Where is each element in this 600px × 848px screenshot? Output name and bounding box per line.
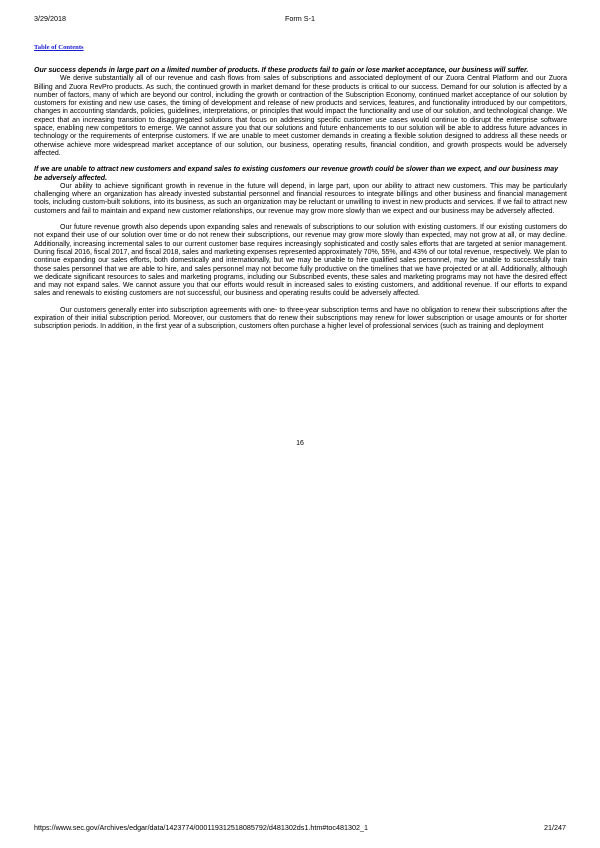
footer-page-count: 21/247 (544, 823, 566, 832)
page-number: 16 (296, 440, 304, 447)
paragraph-revenue-growth: Our future revenue growth also depends upon expanding sales and renewals of subscriptions to our solution with existing customers. If our existing customers do not expand their use of our solution over time or do not renew their subscriptions, our revenue may grow more slowly than expected, may not grow at all, or may decline. Additionally, increasing incremental sales to our current customer base requires increasingly sophisticated and costly sales efforts that are targeted at senior management. During fiscal 2016, fiscal 2017, and fiscal 2018, sales and marketing expenses represented approximately 70%, 55%, and 43% of our total revenue, respectively. We plan to continue expanding our sales efforts, both domestically and internationally, but we may be unable to hire qualified sales personnel, may be unable to successfully train those sales personnel that we are able to hire, and sales personnel may not become fully productive on the timelines that we have projected or at all. Additionally, although we dedicate significant resources to sales and marketing programs, including our Subscribed events, these sales and marketing programs may not have the desired effect and may not expand sales. We cannot assure you that our efforts would result in increased sales to existing customers, and additional revenue. If our efforts to expand sales and renewals to existing customers are not successful, our business and operating results could be adversely affected. (34, 224, 567, 298)
header-form-title: Form S-1 (285, 14, 315, 23)
footer-url: https://www.sec.gov/Archives/edgar/data/1423774/000119312518085792/d481302ds1.htm#toc481302_1 (34, 823, 368, 832)
document-body (34, 67, 567, 332)
paragraph-subscription-terms: Our customers generally enter into subscription agreements with one- to three-year subscription terms and have no obligation to renew their subscriptions after the expiration of their initial subscription period. Moreover, our customers that do renew their subscriptions may renew for lower subscription or usage amounts or for shorter subscription periods. In addition, in the first year of a subscription, customers often purchase a higher level of professional services (such as training and deployment (34, 306, 567, 331)
paragraph-products: We derive substantially all of our revenue and cash flows from sales of subscriptions and associated deployment of our Zuora Central Platform and our Zuora Billing and Zuora RevPro products. As such, the continued growth in market demand for these products is critical to our success. Demand for our solution is affected by a number of factors, many of which are beyond our control, including the growth or contraction of the Subscription Economy, continued market acceptance of our solution by customers for existing and new use cases, the timing of development and release of new products and services, features, and functionality introduced by our competitors, changes in accounting standards, policies, guidelines, interpretations, or principles that would impact the functionality and use of our solution, and technological change. We expect that an increasing transition to disaggregated solutions that focus on addressing specific customer use cases would continue to disrupt the enterprise software space, enabling new competitors to emerge. We cannot assure you that our solutions and future enhancements to our solution will be able to address future advances in technology or the requirements of enterprise customers. If we are unable to meet customer demands in creating a flexible solution designed to address all these needs or otherwise achieve more widespread market acceptance of our solution, our business, operating results, financial condition, and growth prospects would be adversely affected. (34, 75, 567, 157)
risk-heading-customers: If we are unable to attract new customers and expand sales to existing customers our revenue growth could be slower than we expect, and our business may be adversely affected. (34, 166, 558, 182)
header-date: 3/29/2018 (34, 14, 66, 23)
risk-heading-products: Our success depends in large part on a limited number of products. If these products fail to gain or lose market acceptance, our business will suffer. (34, 67, 529, 74)
paragraph-new-customers: Our ability to achieve significant growth in revenue in the future will depend, in large part, upon our ability to attract new customers. This may be particularly challenging where an organization has already invested substantial personnel and financial resources to integrate billings and other business and financial management tools, including custom-built solutions, into its business, as such an organization may be reluctant or unwilling to invest in new products and services. If we fail to attract new customers and fail to maintain and expand new customer relationships, our revenue may grow more slowly than we expect and our business may be adversely affected. (34, 182, 567, 215)
table-of-contents-link[interactable]: Table of Contents (34, 44, 84, 51)
